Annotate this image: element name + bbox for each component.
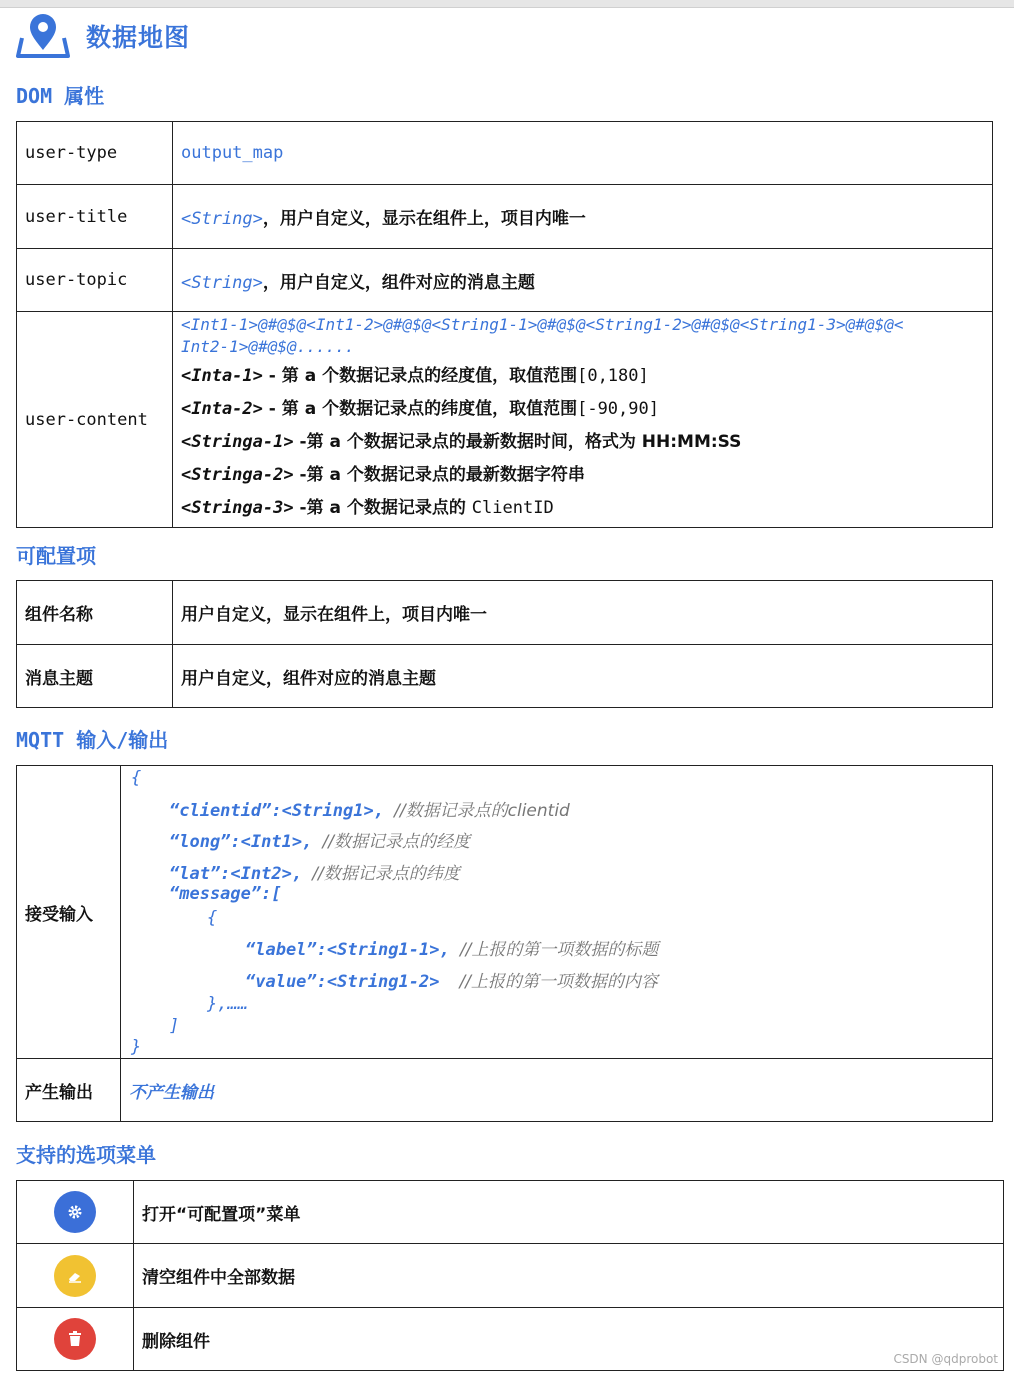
map-pin-icon <box>16 12 70 60</box>
mqtt-input-json <box>121 766 993 1059</box>
section-mqtt-title: MQTT 输入/输出 <box>16 728 169 752</box>
mqtt-input-key: 接受输入 <box>17 766 121 1059</box>
menu-table <box>16 1180 1004 1371</box>
gear-icon[interactable] <box>54 1191 96 1233</box>
menu-label: 删除组件 <box>134 1308 1004 1371</box>
content-desc-line: <Inta-2> - 第 a 个数据记录点的纬度值，取值范围[-90,90] <box>181 399 659 419</box>
attr-key: user-topic <box>17 249 173 312</box>
menu-icon-cell <box>17 1181 134 1244</box>
attr-value <box>173 312 993 528</box>
attr-key: user-title <box>17 185 173 249</box>
table-row <box>17 1059 993 1122</box>
content-desc-line: <Inta-1> - 第 a 个数据记录点的经度值，取值范围[0,180] <box>181 366 649 386</box>
trash-icon[interactable] <box>54 1318 96 1360</box>
table-row <box>17 766 993 1059</box>
table-row <box>17 581 993 645</box>
section-dom-title: DOM 属性 <box>16 84 105 108</box>
attr-value: <String>，用户自定义，组件对应的消息主题 <box>173 249 993 312</box>
watermark: CSDN @qdprobot <box>893 1352 998 1366</box>
attr-key: user-content <box>17 312 173 528</box>
table-row <box>17 645 993 708</box>
mqtt-output-key: 产生输出 <box>17 1059 121 1122</box>
table-row <box>17 1308 1004 1371</box>
top-divider <box>0 0 1014 8</box>
json-block: { “clientid”:<String1>, //数据记录点的clientid “long”:<Int1>, //数据记录点的经度 “lat”:<Int2>, //数据记录点的纬度 “message”:[ { “label”:<String1-1>, //上报的第一项数据的标题 “value”:<String1-2> //上报的第一项数据的内容 },…… ] } <box>131 768 659 1057</box>
content-format-line: Int2-1>@#@$@...... <box>181 337 355 356</box>
menu-icon-cell <box>17 1308 134 1371</box>
attr-value: <String>，用户自定义，显示在组件上，项目内唯一 <box>173 185 993 249</box>
menu-label: 打开“可配置项”菜单 <box>134 1181 1004 1244</box>
config-table <box>16 580 993 708</box>
menu-label: 清空组件中全部数据 <box>134 1244 1004 1308</box>
config-key: 组件名称 <box>17 581 173 645</box>
table-row <box>17 249 993 312</box>
table-row <box>17 122 993 185</box>
page-title: 数据地图 <box>86 23 191 52</box>
section-menu-title: 支持的选项菜单 <box>16 1143 156 1167</box>
table-row <box>17 312 993 528</box>
table-row <box>17 1244 1004 1308</box>
config-value: 用户自定义，显示在组件上，项目内唯一 <box>173 581 993 645</box>
menu-icon-cell <box>17 1244 134 1308</box>
page-header <box>16 10 190 62</box>
content-desc-line: <Stringa-2> -第 a 个数据记录点的最新数据字符串 <box>181 465 585 485</box>
table-row <box>17 185 993 249</box>
attr-key: user-type <box>17 122 173 185</box>
dom-attributes-table <box>16 121 993 528</box>
content-format-line: <Int1-1>@#@$@<Int1-2>@#@$@<String1-1>@#@$@<String1-2>@#@$@<String1-3>@#@$@< <box>181 315 904 334</box>
content-desc-line: <Stringa-1> -第 a 个数据记录点的最新数据时间，格式为 HH:MM:SS <box>181 432 742 452</box>
mqtt-output-value: 不产生输出 <box>121 1059 993 1122</box>
mqtt-table <box>16 765 993 1122</box>
table-row <box>17 1181 1004 1244</box>
config-value: 用户自定义，组件对应的消息主题 <box>173 645 993 708</box>
section-config-title: 可配置项 <box>16 544 96 568</box>
config-key: 消息主题 <box>17 645 173 708</box>
content-desc-line: <Stringa-3> -第 a 个数据记录点的 ClientID <box>181 498 554 518</box>
eraser-icon[interactable] <box>54 1255 96 1297</box>
attr-value: output_map <box>173 122 993 185</box>
